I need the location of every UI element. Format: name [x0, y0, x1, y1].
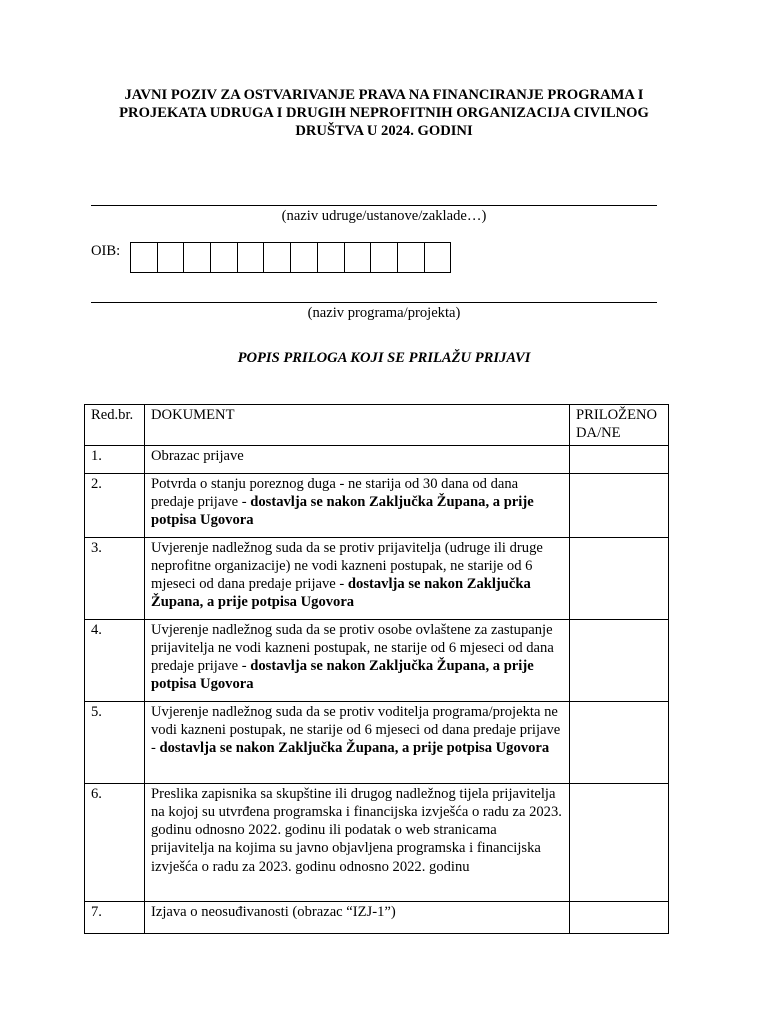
oib-digit-box[interactable] — [238, 243, 265, 272]
document-text: Uvjerenje nadležnog suda da se protiv osobe ovlaštene za zastupanje prijavitelja ne vodi kazneni postupak, ne starije od 6 mjeseci od dana predaje prijave - — [150, 621, 554, 675]
row-number: 5. — [85, 701, 145, 783]
oib-digit-box[interactable] — [158, 243, 185, 272]
program-name-caption: (naziv programa/projekta) — [307, 305, 461, 321]
attached-cell[interactable] — [570, 473, 669, 537]
attached-cell[interactable] — [570, 537, 669, 619]
oib-input-boxes[interactable] — [130, 242, 451, 273]
table-row — [85, 701, 669, 783]
section-heading: POPIS PRILOGA KOJI SE PRILAŽU PRIJAVI — [237, 350, 531, 366]
table-header-row — [85, 405, 669, 446]
organization-name-field[interactable] — [91, 205, 657, 206]
table-row — [85, 783, 669, 901]
row-number: 6. — [85, 783, 145, 901]
table-row — [85, 619, 669, 701]
document-text: Uvjerenje nadležnog suda da se protiv voditelja programa/projekta ne vodi kazneni postupak, ne starije od 6 mjeseci od dana predaje prijave - — [150, 703, 561, 757]
document-note: dostavlja se nakon Zaključka Župana, a prije potpisa Ugovora — [150, 576, 531, 611]
document-text: Potvrda o stanju poreznog duga - ne starija od 30 dana od dana predaje prijave - — [150, 475, 519, 510]
oib-digit-box[interactable] — [371, 243, 398, 272]
oib-digit-box[interactable] — [184, 243, 211, 272]
attachments-table — [84, 404, 669, 934]
attached-cell[interactable] — [570, 619, 669, 701]
attached-cell[interactable] — [570, 783, 669, 901]
oib-digit-box[interactable] — [398, 243, 425, 272]
row-number: 7. — [85, 901, 145, 933]
oib-digit-box[interactable] — [264, 243, 291, 272]
document-text: Izjava o neosuđivanosti (obrazac “IZJ-1”) — [150, 903, 396, 920]
header-number: Red.br. — [85, 405, 145, 446]
oib-digit-box[interactable] — [291, 243, 318, 272]
header-attached: PRILOŽENO DA/NE — [570, 405, 669, 446]
oib-digit-box[interactable] — [318, 243, 345, 272]
table-row — [85, 537, 669, 619]
row-number: 1. — [85, 445, 145, 473]
organization-name-caption: (naziv udruge/ustanove/zaklade…) — [281, 208, 487, 224]
oib-label: OIB: — [91, 243, 121, 259]
table-row — [85, 473, 669, 537]
table-row — [85, 445, 669, 473]
title-line-3: DRUŠTVA U 2024. GODINI — [295, 123, 473, 139]
row-number: 3. — [85, 537, 145, 619]
oib-digit-box[interactable] — [425, 243, 451, 272]
header-document: DOKUMENT — [144, 405, 569, 446]
attached-cell[interactable] — [570, 445, 669, 473]
document-title — [90, 86, 678, 140]
document-text: Uvjerenje nadležnog suda da se protiv prijavitelja (udruge ili druge neprofitne organizacije) ne vodi kazneni postupak, ne starije od 6 mjeseci od dana predaje prijave - — [150, 539, 543, 593]
row-document — [144, 445, 569, 473]
row-number: 2. — [85, 473, 145, 537]
row-document — [144, 537, 569, 619]
oib-digit-box[interactable] — [211, 243, 238, 272]
oib-digit-box[interactable] — [345, 243, 372, 272]
document-text: Preslika zapisnika sa skupštine ili drugog nadležnog tijela prijavitelja na kojoj su utvrđena programska i financijska izvješća o radu za 2023. godinu odnosno 2022. godinu ili podatak o web stranicama prijavitelja na kojima su javno objavljena programska i financijska izvješća o radu za 2023. godinu odnosno 2022. godinu — [150, 785, 562, 875]
document-text: Obrazac prijave — [150, 447, 244, 464]
document-note: dostavlja se nakon Zaključka Župana, a prije potpisa Ugovora — [159, 740, 550, 757]
row-document — [144, 619, 569, 701]
table-row — [85, 901, 669, 933]
oib-digit-box[interactable] — [131, 243, 158, 272]
attached-cell[interactable] — [570, 901, 669, 933]
program-name-field[interactable] — [91, 302, 657, 303]
row-number: 4. — [85, 619, 145, 701]
row-document — [144, 701, 569, 783]
title-line-1: JAVNI POZIV ZA OSTVARIVANJE PRAVA NA FINANCIRANJE PROGRAMA I — [124, 87, 644, 103]
attached-cell[interactable] — [570, 701, 669, 783]
title-line-2: PROJEKATA UDRUGA I DRUGIH NEPROFITNIH ORGANIZACIJA CIVILNOG — [119, 105, 649, 121]
row-document — [144, 901, 569, 933]
row-document — [144, 783, 569, 901]
document-note: dostavlja se nakon Zaključka Župana, a prije potpisa Ugovora — [150, 493, 534, 529]
document-note: dostavlja se nakon Zaključka Župana, a prije potpisa Ugovora — [150, 658, 534, 693]
row-document — [144, 473, 569, 537]
